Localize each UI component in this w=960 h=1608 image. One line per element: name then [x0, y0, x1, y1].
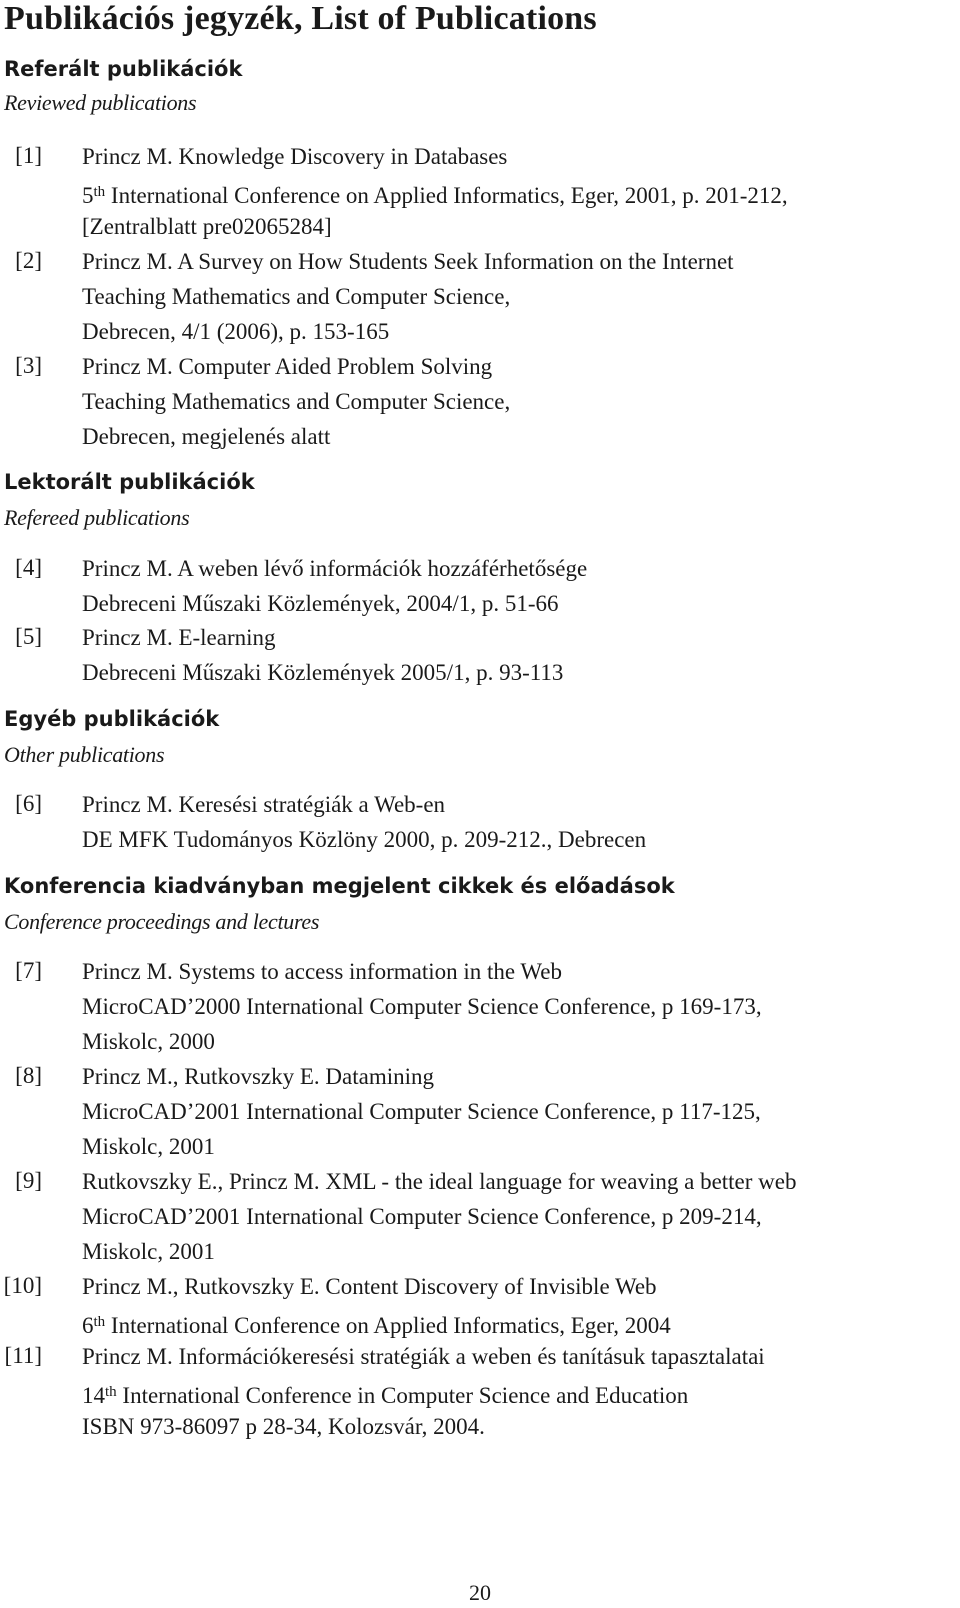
entry-line: Miskolc, 2001	[82, 1239, 215, 1264]
entry-line: Teaching Mathematics and Computer Science,	[82, 284, 511, 309]
entry-number: [7]	[15, 958, 42, 983]
entry-line: MicroCAD’2001 International Computer Science Conference, p 209-214,	[82, 1204, 762, 1229]
entry-line: Princz M. E-learning	[82, 625, 276, 650]
entry-line: Miskolc, 2000	[82, 1029, 215, 1054]
entry-number: [9]	[15, 1168, 42, 1193]
page-title: Publikációs jegyzék, List of Publications	[4, 0, 597, 37]
entry-line: Princz M. Systems to access information in the Web	[82, 959, 563, 984]
ordinal-number: 5	[82, 183, 94, 208]
section-subheading: Conference proceedings and lectures	[4, 909, 320, 934]
entry-number: [10]	[3, 1273, 42, 1298]
entry-number: [5]	[15, 624, 42, 649]
section-heading: Konferencia kiadványban megjelent cikkek és előadások	[4, 874, 675, 898]
entry-line: Debreceni Műszaki Közlemények, 2004/1, p. 51-66	[82, 591, 559, 616]
entry-line: Debreceni Műszaki Közlemények 2005/1, p. 93-113	[82, 660, 564, 685]
section-heading: Lektorált publikációk	[4, 470, 255, 494]
page-number: 20	[469, 1580, 491, 1605]
entry-line	[82, 1308, 671, 1340]
line-text: International Conference in Computer Science and Education	[116, 1383, 689, 1408]
entry-line: ISBN 973-86097 p 28-34, Kolozsvár, 2004.	[82, 1414, 485, 1439]
entry-line: MicroCAD’2001 International Computer Science Conference, p 117-125,	[82, 1099, 761, 1124]
ordinal-suffix: th	[93, 184, 106, 200]
section-subheading: Reviewed publications	[4, 90, 197, 115]
entry-line: Miskolc, 2001	[82, 1134, 215, 1159]
entry-number: [3]	[15, 353, 42, 378]
entry-number: [6]	[15, 791, 42, 816]
section-heading: Referált publikációk	[4, 57, 243, 81]
entry-number: [1]	[15, 143, 42, 168]
entry-line: [Zentralblatt pre02065284]	[82, 214, 332, 239]
entry-number: [4]	[15, 555, 42, 580]
entry-line: Teaching Mathematics and Computer Science,	[82, 389, 511, 414]
ordinal-suffix: th	[93, 1314, 106, 1330]
section-subheading: Refereed publications	[4, 505, 190, 530]
line-text: International Conference on Applied Informatics, Eger, 2004	[105, 1313, 671, 1338]
entry-line: DE MFK Tudományos Közlöny 2000, p. 209-212., Debrecen	[82, 827, 647, 852]
section-heading: Egyéb publikációk	[4, 707, 220, 731]
section-subheading: Other publications	[4, 742, 165, 767]
entry-line: Princz M. A weben lévő információk hozzáférhetősége	[82, 556, 588, 581]
entry-number: [2]	[15, 248, 42, 273]
entry-line: Princz M. Computer Aided Problem Solving	[82, 354, 493, 379]
line-text: International Conference on Applied Informatics, Eger, 2001, p. 201-212,	[105, 183, 788, 208]
entry-line: Debrecen, 4/1 (2006), p. 153-165	[82, 319, 390, 344]
entry-line: Rutkovszky E., Princz M. XML - the ideal language for weaving a better web	[82, 1169, 797, 1194]
entry-number: [8]	[15, 1063, 42, 1088]
ordinal-number: 6	[82, 1313, 94, 1338]
entry-line: Princz M. Knowledge Discovery in Databases	[82, 144, 508, 169]
entry-line	[82, 1378, 688, 1410]
entry-number: [11]	[4, 1343, 42, 1368]
ordinal-suffix: th	[105, 1384, 117, 1400]
entry-line: Princz M. Keresési stratégiák a Web-en	[82, 792, 446, 817]
ordinal-number: 14	[82, 1383, 105, 1408]
entry-line: Debrecen, megjelenés alatt	[82, 424, 331, 449]
entry-line: Princz M., Rutkovszky E. Content Discovery of Invisible Web	[82, 1274, 657, 1299]
entry-line: Princz M., Rutkovszky E. Datamining	[82, 1064, 434, 1089]
entry-line: Princz M. Információkeresési stratégiák a weben és tanításuk tapasztalatai	[82, 1344, 765, 1369]
entry-line	[82, 178, 788, 210]
entry-line: Princz M. A Survey on How Students Seek Information on the Internet	[82, 249, 734, 274]
entry-line: MicroCAD’2000 International Computer Science Conference, p 169-173,	[82, 994, 762, 1019]
